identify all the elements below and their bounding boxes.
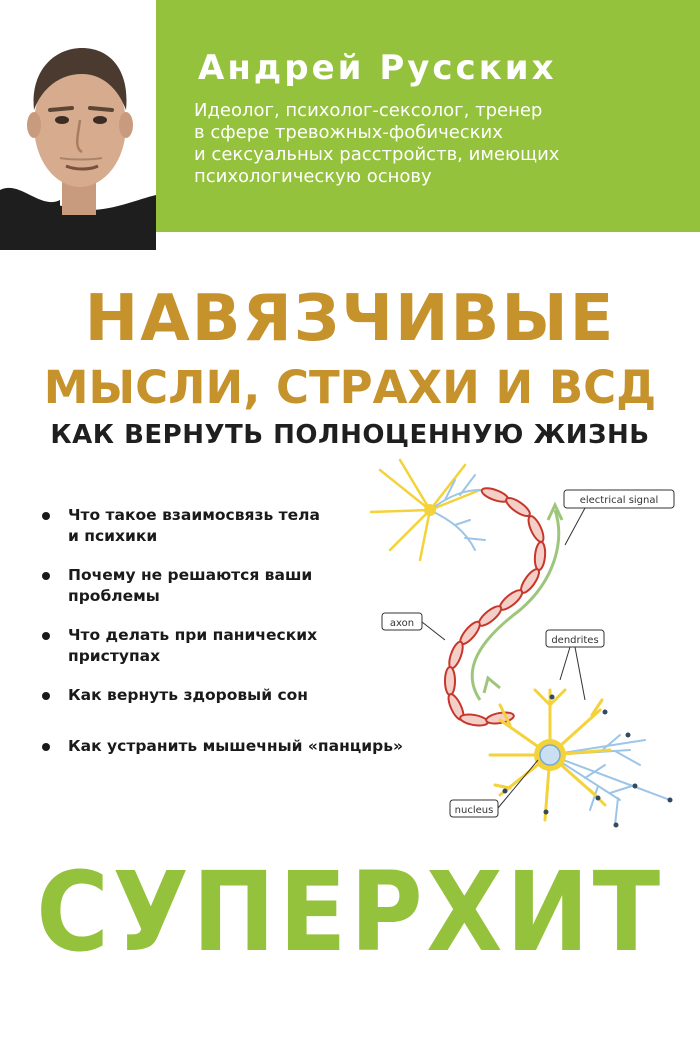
bullet-dot-icon [42, 512, 50, 520]
bullet-dot-icon [42, 572, 50, 580]
book-subtitle: КАК ВЕРНУТЬ ПОЛНОЦЕННУЮ ЖИЗНЬ [50, 420, 650, 450]
author-bio-line: психологическую основу [194, 166, 432, 187]
axon-chain [445, 486, 546, 728]
feature-text: Как устранить мышечный «панцирь» [68, 737, 404, 755]
feature-text: Как вернуть здоровый сон [68, 686, 309, 704]
diagram-callouts [382, 490, 674, 817]
label-nucleus: nucleus [454, 805, 494, 816]
author-bio [194, 100, 664, 188]
feature-text: проблемы [68, 587, 160, 605]
label-electrical-signal: electrical signal [579, 495, 659, 506]
lower-neuron [490, 690, 673, 828]
feature-item [28, 685, 388, 706]
author-bio-line: и сексуальных расстройств, имеющих [194, 144, 560, 165]
feature-text: Почему не решаются ваши [68, 566, 313, 584]
bullet-dot-icon [42, 692, 50, 700]
feature-text: и психики [68, 527, 158, 545]
author-bio-line: Идеолог, психолог-сексолог, тренер [194, 100, 543, 121]
author-portrait [0, 0, 156, 250]
bullet-dot-icon [42, 743, 50, 751]
feature-text: Что делать при панических [68, 626, 318, 644]
bullet-dot-icon [42, 632, 50, 640]
book-title-line-2: МЫСЛИ, СТРАХИ И ВСД [43, 361, 657, 414]
feature-item [28, 505, 388, 547]
author-bio-line: в сфере тревожных-фобических [194, 122, 503, 143]
neuron-illustration [370, 450, 700, 840]
feature-item [28, 565, 388, 607]
book-title-line-1: НАВЯЗЧИВЫЕ [84, 282, 616, 356]
label-dendrites: dendrites [551, 635, 599, 646]
feature-item [28, 625, 388, 667]
feature-item [28, 736, 404, 757]
feature-text: приступах [68, 647, 161, 665]
feature-text: Что такое взаимосвязь тела [68, 506, 320, 524]
author-name: Андрей Русских [198, 48, 557, 88]
label-axon: axon [389, 618, 415, 629]
superhit-badge: СУПЕРХИТ [36, 848, 664, 976]
